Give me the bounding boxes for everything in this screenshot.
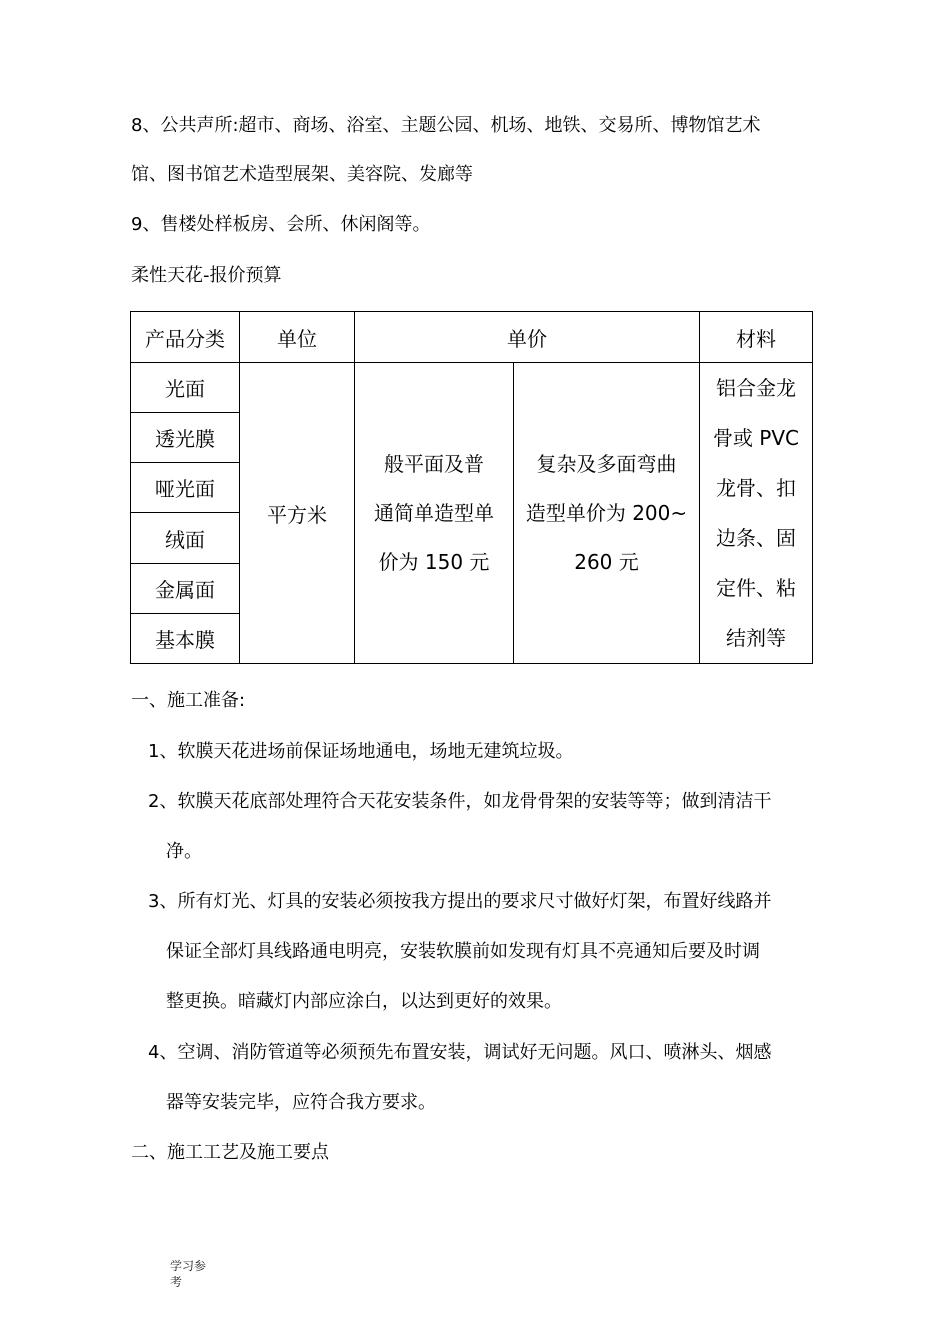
product-cell: 光面 bbox=[131, 363, 240, 413]
section-2-title: 二、施工工艺及施工要点 bbox=[131, 1142, 329, 1163]
product-cell: 哑光面 bbox=[131, 463, 240, 513]
price-simple-line: 通简单造型单 bbox=[374, 500, 494, 525]
price-simple-line: 价为 150 元 bbox=[378, 549, 490, 574]
material-line: 龙骨、扣 bbox=[716, 476, 796, 500]
table-header-row bbox=[131, 312, 813, 363]
material-line: 铝合金龙 bbox=[716, 376, 796, 400]
section-1-title: 一、施工准备: bbox=[131, 690, 246, 711]
section-1-item-3-line-2: 保证全部灯具线路通电明亮，安装软膜前如发现有灯具不亮通知后要及时调 bbox=[166, 941, 760, 962]
section-1-item-3-line-3: 整更换。暗藏灯内部应涂白，以达到更好的效果。 bbox=[166, 991, 562, 1012]
header-unit: 单位 bbox=[240, 312, 355, 363]
price-simple-cell bbox=[355, 363, 514, 664]
paragraph-8-line-1: 8、公共声所:超市、商场、浴室、主题公园、机场、地铁、交易所、博物馆艺术 bbox=[131, 115, 761, 136]
table-title: 柔性天花-报价预算 bbox=[131, 265, 282, 286]
material-line: 边条、固 bbox=[716, 526, 796, 550]
footer-line: 学习参 bbox=[170, 1259, 207, 1273]
price-complex-line: 260 元 bbox=[574, 549, 639, 574]
paragraph-8-line-2: 馆、图书馆艺术造型展架、美容院、发廊等 bbox=[131, 164, 473, 185]
price-complex-line: 造型单价为 200~ bbox=[525, 500, 688, 525]
material-cell bbox=[700, 363, 813, 664]
price-complex-line: 复杂及多面弯曲 bbox=[536, 451, 677, 476]
material-line: 骨或 PVC bbox=[712, 426, 800, 450]
section-1-item-3-line-1: 3、所有灯光、灯具的安装必须按我方提出的要求尺寸做好灯架，布置好线路并 bbox=[148, 891, 772, 912]
price-simple-line: 般平面及普 bbox=[384, 451, 484, 476]
paragraph-9: 9、售楼处样板房、会所、休闲阁等。 bbox=[131, 214, 431, 235]
material-line: 定件、粘 bbox=[716, 576, 796, 600]
price-table bbox=[130, 311, 813, 664]
product-cell: 金属面 bbox=[131, 563, 240, 613]
page-footer bbox=[170, 1258, 206, 1290]
section-1-item-1: 1、软膜天花进场前保证场地通电，场地无建筑垃圾。 bbox=[148, 741, 574, 762]
section-1-item-4-line-1: 4、空调、消防管道等必须预先布置安装，调试好无问题。风口、喷淋头、烟感 bbox=[148, 1042, 772, 1063]
section-1-item-2-line-2: 净。 bbox=[166, 841, 202, 862]
footer-line: 考 bbox=[170, 1275, 183, 1289]
header-price: 单价 bbox=[355, 312, 700, 363]
product-cell: 基本膜 bbox=[131, 613, 240, 663]
unit-cell: 平方米 bbox=[240, 363, 355, 664]
product-cell: 绒面 bbox=[131, 513, 240, 563]
material-line: 结剂等 bbox=[726, 626, 786, 650]
header-material: 材料 bbox=[700, 312, 813, 363]
section-1-item-2-line-1: 2、软膜天花底部处理符合天花安装条件，如龙骨骨架的安装等等；做到清洁干 bbox=[148, 791, 772, 812]
table-row bbox=[131, 363, 813, 413]
product-cell: 透光膜 bbox=[131, 413, 240, 463]
price-complex-cell bbox=[514, 363, 700, 664]
section-1-item-4-line-2: 器等安装完毕，应符合我方要求。 bbox=[166, 1092, 436, 1113]
header-category: 产品分类 bbox=[131, 312, 240, 363]
